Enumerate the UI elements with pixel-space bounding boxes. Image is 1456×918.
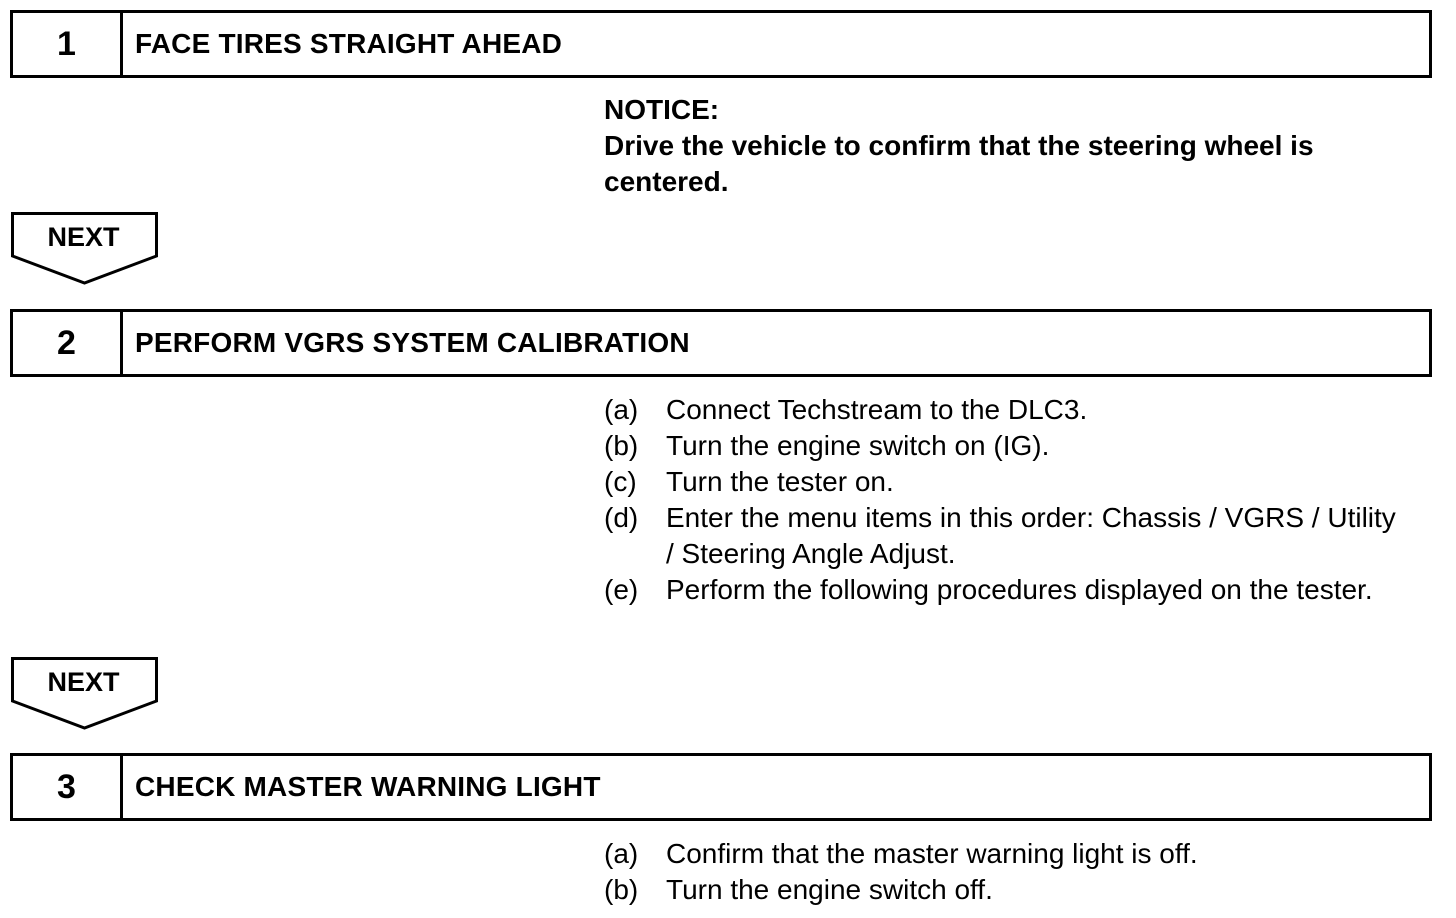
step-number: 3: [13, 756, 123, 818]
substep-text: Turn the engine switch off.: [666, 874, 993, 905]
substep-letter: (b): [604, 430, 639, 461]
next-button-1[interactable]: [11, 212, 158, 286]
notice-heading: NOTICE:: [604, 94, 720, 125]
step-title: PERFORM VGRS SYSTEM CALIBRATION: [135, 327, 690, 358]
substep-text: Turn the tester on.: [666, 466, 894, 497]
step-title: CHECK MASTER WARNING LIGHT: [135, 771, 601, 802]
step-number: 1: [13, 13, 123, 75]
next-label: NEXT: [47, 222, 120, 252]
substep-letter: (b): [604, 874, 639, 905]
substep-letter: (a): [604, 394, 639, 425]
list-item: [604, 872, 1404, 908]
next-button-2[interactable]: [11, 657, 158, 731]
list-item: [604, 428, 1404, 464]
substep-letter: (c): [604, 466, 637, 497]
step-2-header: [10, 309, 1432, 377]
substep-text: Connect Techstream to the DLC3.: [666, 394, 1088, 425]
list-item: [604, 500, 1404, 572]
step-2-substeps: [604, 392, 1404, 608]
next-label: NEXT: [47, 667, 120, 697]
step-3-header: [10, 753, 1432, 821]
substep-text: Enter the menu items in this order: Chassis / VGRS / Utility / Steering Angle Adjust.: [666, 502, 1396, 569]
list-item: [604, 464, 1404, 500]
step-number: 2: [13, 312, 123, 374]
list-item: [604, 836, 1404, 872]
notice: [604, 92, 1414, 200]
notice-text: Drive the vehicle to confirm that the steering wheel is centered.: [604, 130, 1314, 197]
substep-letter: (e): [604, 574, 639, 605]
step-1-header: [10, 10, 1432, 78]
substep-letter: (d): [604, 502, 639, 533]
list-item: [604, 572, 1404, 608]
substep-text: Perform the following procedures displayed on the tester.: [666, 574, 1373, 605]
substep-text: Turn the engine switch on (IG).: [666, 430, 1050, 461]
substep-letter: (a): [604, 838, 639, 869]
substep-text: Confirm that the master warning light is off.: [666, 838, 1198, 869]
step-3-substeps: [604, 836, 1404, 908]
list-item: [604, 392, 1404, 428]
step-title: FACE TIRES STRAIGHT AHEAD: [135, 28, 563, 59]
